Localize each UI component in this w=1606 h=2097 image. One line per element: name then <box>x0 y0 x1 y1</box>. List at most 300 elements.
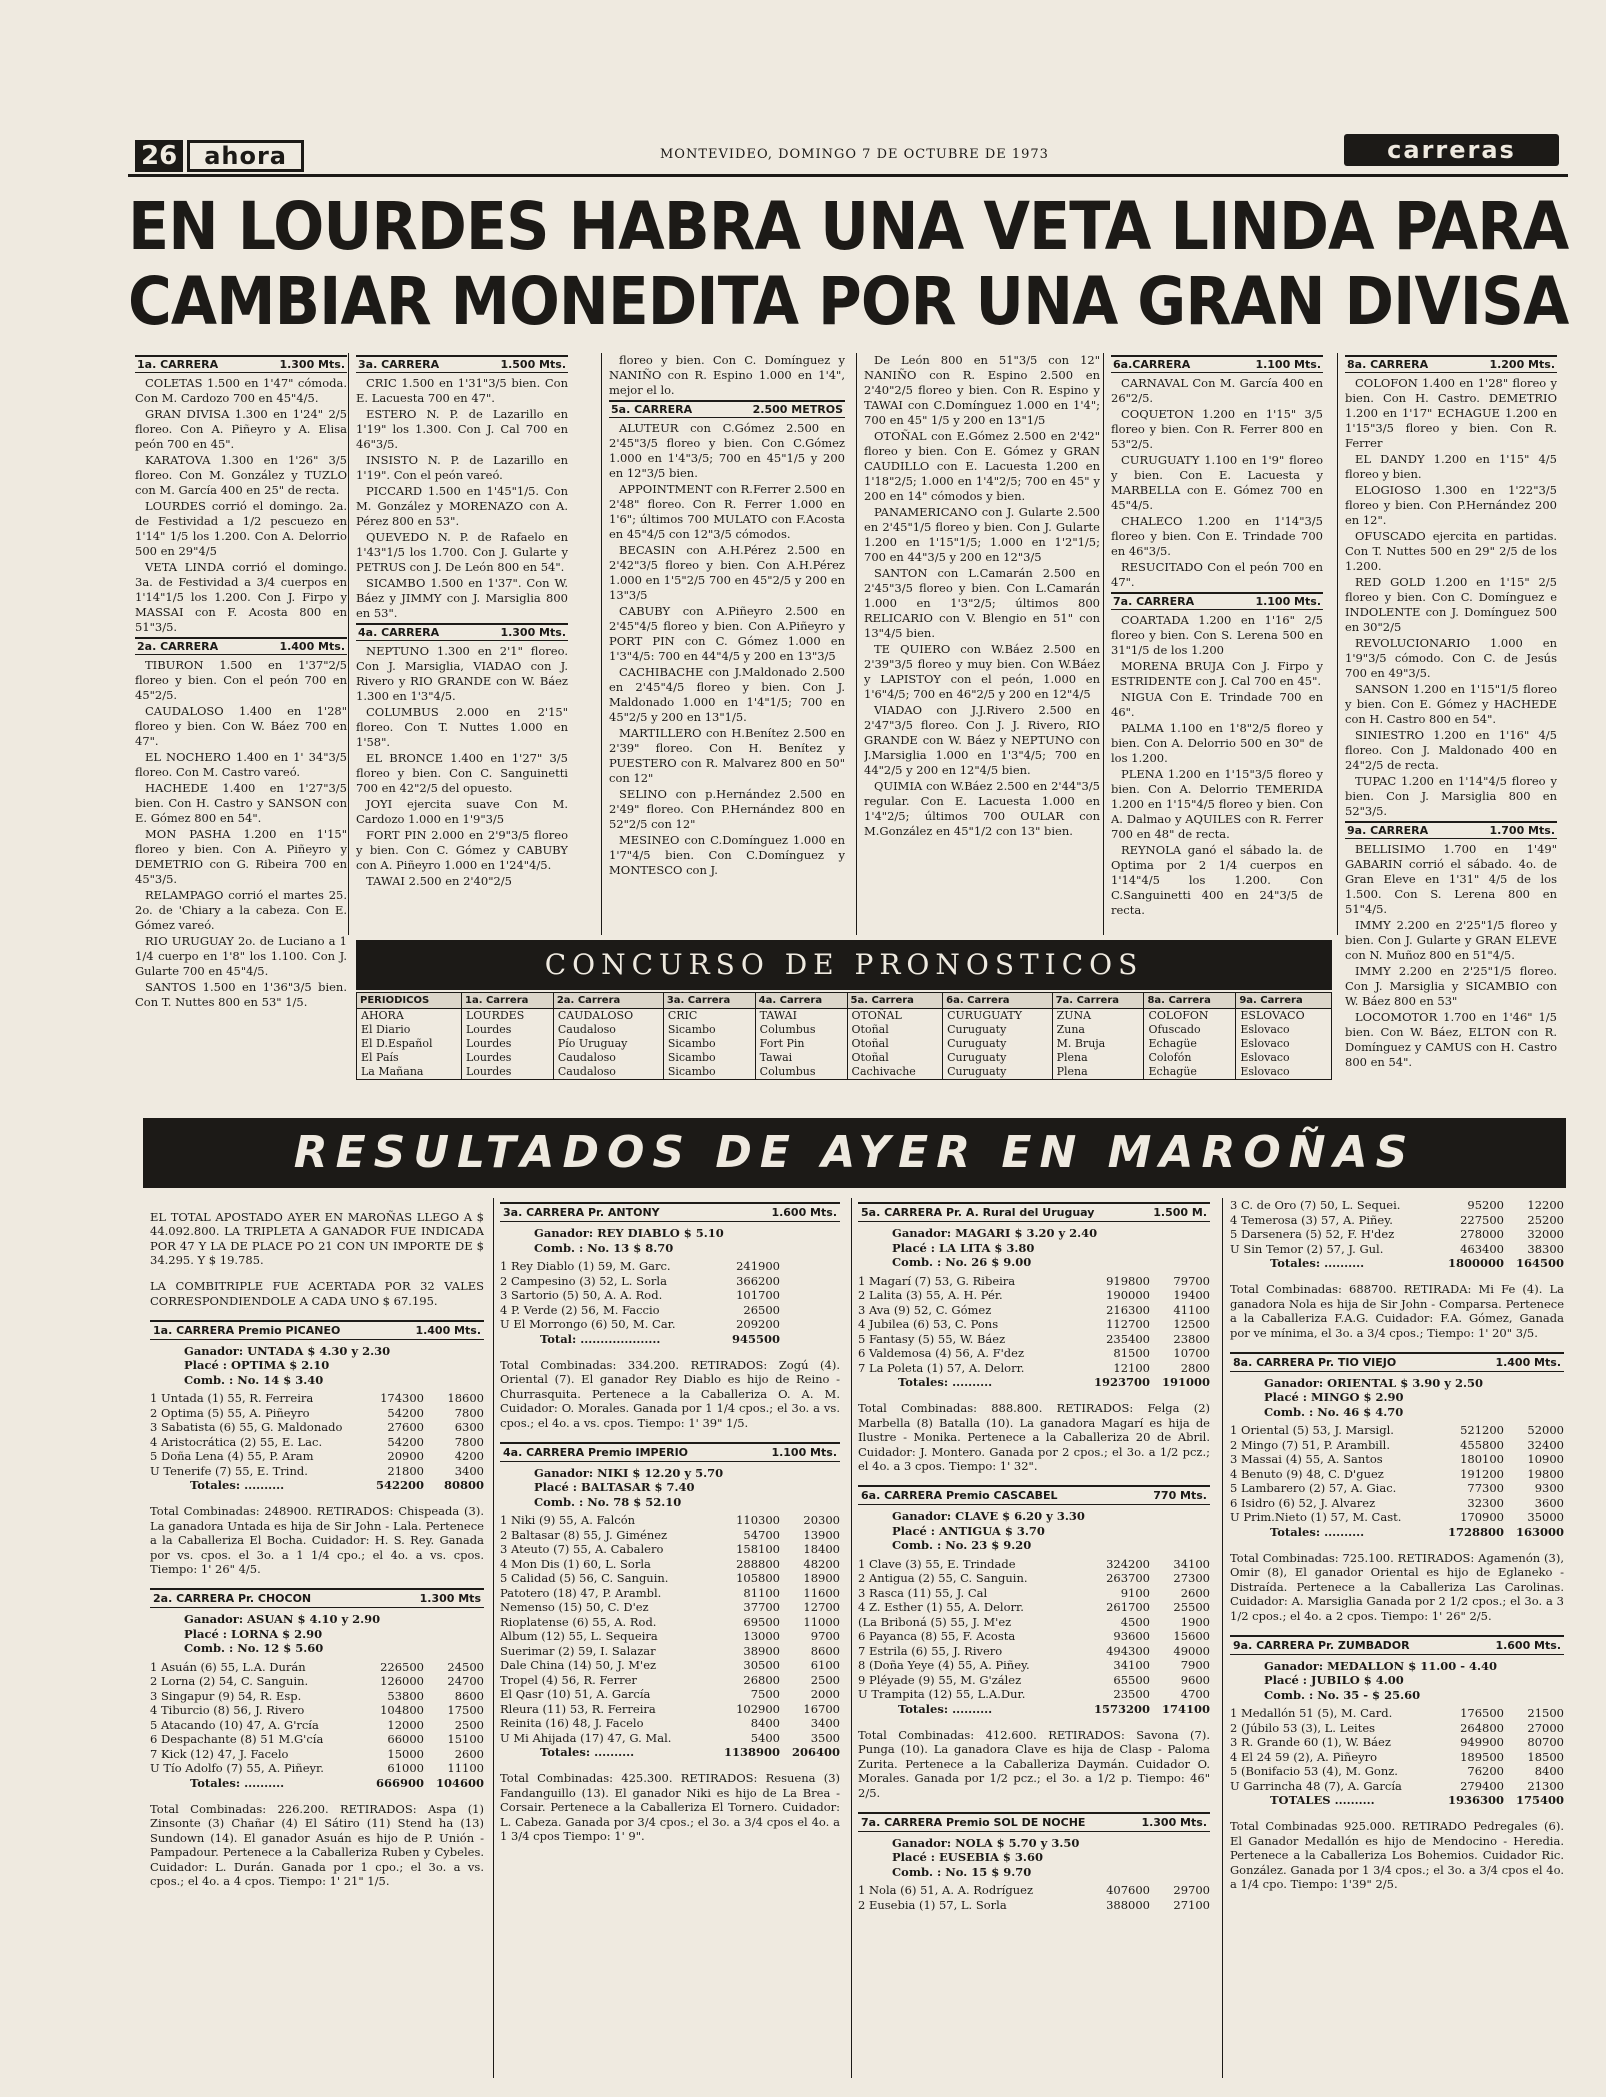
finisher-row <box>858 1629 1210 1644</box>
totals-row <box>500 1332 840 1347</box>
bet-amount-win: 110300 <box>736 1513 780 1527</box>
result-race-distance: 1.100 Mts. <box>771 1445 837 1459</box>
race-heading <box>1111 592 1323 610</box>
result-race-heading <box>150 1588 484 1608</box>
bet-amount-win: 366200 <box>736 1273 780 1288</box>
bet-amount-win: 54200 <box>387 1405 424 1420</box>
finisher-name: 3 Massai (4) 55, A. Santos <box>1230 1452 1383 1466</box>
finisher-row <box>1230 1452 1564 1467</box>
workout-entry: MORENA BRUJA Con J. Firpo y ESTRIDENTE con J. Cal 700 en 45". <box>1111 659 1323 688</box>
bet-amount-win: 126000 <box>380 1674 424 1688</box>
workout-entry: ESTERO N. P. de Lazarillo en 1'19" los 1.300. Con J. Cal 700 en 46"3/5. <box>356 407 568 451</box>
bet-amount-place <box>780 1303 840 1318</box>
workout-entry: BECASIN con A.H.Pérez 2.500 en 2'42"3/5 floreo y bien. Con A.H.Pérez 1.000 en 1'5"2/5 700 en 45"2/5 y 200 en 13"3/5 <box>609 543 845 602</box>
workout-entry: CHALECO 1.200 en 1'14"3/5 floreo y bien. Con E. Trindade 700 en 46"3/5. <box>1111 514 1323 558</box>
race-distance: 1.400 Mts. <box>279 640 345 653</box>
workout-entry: BELLISIMO 1.700 en 1'49" GABARIN corrió el sábado. 4o. de Gran Eleve en 1'31" 4/5 de los 1.500. Con S. Lerena 800 en 51"4/5. <box>1345 842 1557 916</box>
finisher-name: 3 R. Grande 60 (1), W. Báez <box>1230 1735 1391 1749</box>
bet-amount-win: 26500 <box>743 1302 780 1317</box>
finisher-name: 1 Untada (1) 55, R. Ferreira <box>150 1391 314 1405</box>
bet-amount-win: 37700 <box>743 1600 780 1614</box>
result-note: Total Combinadas: 334.200. RETIRADOS: Zogú (4). Oriental (7). El ganador Rey Diablo es hijo de Reino - Churrasquita. Pertenece a la Caballeriza O. A. M. Cuidador: O. Morales. Ganada por 1 1/4 cpos.; el 3o. a vs. cpos.; el 4o. a vs. cpos. Tiempo: 1' 39" 1/5. <box>500 1357 840 1430</box>
bet-amount-win: 1728800 <box>1447 1524 1504 1539</box>
finisher-row <box>500 1528 840 1543</box>
concurso-cell: Plena <box>1052 1065 1144 1080</box>
bet-amount-win: 15000 <box>387 1746 424 1761</box>
finisher-row <box>858 1673 1210 1688</box>
bet-amount-place: 3400 <box>810 1716 840 1730</box>
finisher-row <box>858 1317 1210 1332</box>
concurso-header-cell: 3a. Carrera <box>663 993 755 1009</box>
bet-amount-win: 264800 <box>1460 1720 1504 1735</box>
workout-entry: COQUETON 1.200 en 1'15" 3/5 floreo y bien. Con R. Ferrer 800 en 53"2/5. <box>1111 407 1323 451</box>
finisher-name: 3 Ava (9) 52, C. Gómez <box>858 1302 992 1317</box>
workout-entry: FORT PIN 2.000 en 2'9"3/5 floreo y bien. Con C. Gómez y CABUBY con A. Piñeyro 1.000 en 1'24"4/5. <box>356 828 568 872</box>
workout-entry: VETA LINDA corrió el domingo. 3a. de Festividad a 3/4 cuerpos en 1'14"1/5 los 1.200. Con J. Firpo y MASSAI con F. Acosta 800 en 51"3/5. <box>135 560 347 634</box>
bet-amount-win: 241900 <box>736 1259 780 1273</box>
bet-amount-place: 18500 <box>1527 1749 1564 1764</box>
totals-row <box>500 1745 840 1760</box>
workout-entry: TAWAI 2.500 en 2'40"2/5 <box>366 874 512 888</box>
finisher-name: 4 Aristocrática (2) 55, E. Lac. <box>150 1434 323 1449</box>
finisher-name: 1 Magarí (7) 53, G. Ribeira <box>858 1273 1016 1288</box>
finisher-name: 2 Eusebia (1) 57, L. Sorla <box>858 1897 1007 1912</box>
result-race-name: 8a. CARRERA Pr. TIO VIEJO <box>1233 1355 1397 1369</box>
bet-amount-place: 164500 <box>1515 1256 1564 1270</box>
finisher-name: 1 Rey Diablo (1) 59, M. Garc. <box>500 1259 671 1273</box>
concurso-cell: Lourdes <box>461 1037 553 1051</box>
bet-amount-win: 12100 <box>1113 1360 1150 1375</box>
bet-amount-win: 93600 <box>1113 1629 1150 1643</box>
finisher-name: Dale China (14) 50, J. M'ez <box>500 1658 657 1672</box>
finisher-row <box>150 1674 484 1689</box>
bet-amount-place: 20300 <box>803 1513 840 1527</box>
concurso-header-cell: 1a. Carrera <box>461 993 553 1009</box>
workout-entry: RIO URUGUAY 2o. de Luciano a 1 1/4 cuerpo en 1'8" los 1.100. Con J. Gularte 700 en 45"4/5. <box>135 934 347 978</box>
concurso-cell: Colofón <box>1144 1051 1236 1065</box>
finisher-name: Total: .................... <box>540 1331 661 1346</box>
finisher-name: Tropel (4) 56, R. Ferrer <box>500 1672 637 1687</box>
bet-amount-win: 227500 <box>1460 1212 1504 1227</box>
bet-amount-place: 29700 <box>1173 1883 1210 1897</box>
payout-line: Comb. : No. 13 $ 8.70 <box>534 1240 674 1255</box>
finisher-name: Album (12) 55, L. Sequeira <box>500 1629 658 1643</box>
bet-amount-win: 77300 <box>1467 1481 1504 1495</box>
concurso-header-cell: 5a. Carrera <box>847 993 943 1009</box>
result-race-name: 5a. CARRERA Pr. A. Rural del Uruguay <box>861 1206 1095 1219</box>
result-note: Total Combinadas: 248900. RETIRADOS: Chispeada (3). La ganadora Untada es hija de Sir John - Lala. Pertenece a la Caballeriza El Bocha. Cuidador: H. S. Rey. Ganada por vs. cpos. el 3o. a 1 1/4 cpo.; el 4o. a vs. cpos. Tiempo: 1' 26" 4/5. <box>150 1504 484 1576</box>
bet-amount-place: 25200 <box>1527 1212 1564 1227</box>
concurso-cell: Cachivache <box>847 1065 943 1080</box>
finisher-name: Totales: .......... <box>190 1478 285 1492</box>
bet-amount-win: 30500 <box>743 1658 780 1672</box>
finisher-row <box>858 1644 1210 1659</box>
bet-amount-place: 27300 <box>1173 1571 1210 1585</box>
bet-amount-place: 10900 <box>1527 1452 1564 1466</box>
bet-amount-win: 190000 <box>1106 1288 1150 1302</box>
finisher-row <box>1230 1467 1564 1482</box>
finisher-row <box>500 1542 840 1557</box>
bet-amount-place: 32000 <box>1527 1227 1564 1241</box>
concurso-cell: Columbus <box>755 1023 847 1037</box>
concurso-header-cell: 7a. Carrera <box>1052 993 1144 1009</box>
workout-entry: GRAN DIVISA 1.300 en 1'24" 2/5 floreo. Con A. Piñeyro y A. Elisa peón 700 en 45". <box>135 407 347 451</box>
bet-amount-place: 12700 <box>803 1600 840 1614</box>
bet-amount-win: 263700 <box>1106 1571 1150 1585</box>
bet-amount-win: 216300 <box>1106 1302 1150 1317</box>
bet-amount-place: 11600 <box>803 1585 840 1600</box>
concurso-cell: Echagüe <box>1144 1037 1236 1051</box>
column-divider <box>348 353 349 935</box>
finisher-row <box>150 1660 484 1675</box>
results-column <box>500 1198 840 2078</box>
concurso-header-cell: 2a. Carrera <box>553 993 663 1009</box>
result-race-name: 1a. CARRERA Premio PICANEO <box>153 1323 341 1337</box>
bet-amount-place: 2500 <box>810 1672 840 1687</box>
finisher-name: El Qasr (10) 51, A. García <box>500 1687 651 1701</box>
finisher-name: 5 (Bonifacio 53 (4), M. Gonz. <box>1230 1764 1398 1778</box>
workout-entry: CURUGUATY 1.100 en 1'9" floreo y bien. Con E. Lacuesta y MARBELLA con E. Gómez 700 en 45"4/5. <box>1111 453 1323 512</box>
workout-entry: TIBURON 1.500 en 1'37"2/5 floreo y bien. Con el peón 700 en 45"2/5. <box>135 658 347 702</box>
bet-amount-place: 1900 <box>1180 1614 1210 1629</box>
finisher-row <box>500 1317 840 1332</box>
finisher-name: Nemenso (15) 50, C. D'ez <box>500 1600 649 1614</box>
bet-amount-place: 11100 <box>447 1761 484 1775</box>
finisher-name: 1 Niki (9) 55, A. Falcón <box>500 1513 636 1527</box>
race-heading <box>356 623 568 641</box>
bet-amount-win: 407600 <box>1106 1883 1150 1897</box>
race-number: 7a. CARRERA <box>1113 595 1195 608</box>
payout-line: Placé : BALTASAR $ 7.40 <box>534 1480 695 1494</box>
workout-entry: REYNOLA ganó el sábado la. de Optima por 2 1/4 cuerpos en 1'14"4/5 los 1.200. Con C.Sanguinetti 400 en 24"3/5 de recta. <box>1111 843 1323 917</box>
bet-amount-win: 666900 <box>375 1775 424 1790</box>
finisher-row <box>500 1629 840 1644</box>
concurso-cell: OTOÑAL <box>847 1009 943 1024</box>
finisher-row <box>1230 1764 1564 1779</box>
result-race-distance: 1.600 Mts. <box>771 1206 837 1219</box>
race-heading <box>1111 355 1323 373</box>
bet-amount-win: 288800 <box>736 1556 780 1571</box>
result-race-heading <box>150 1320 484 1340</box>
finisher-name: 4 Benuto (9) 48, C. D'guez <box>1230 1466 1384 1481</box>
bet-amount-place: 163000 <box>1515 1524 1564 1539</box>
concurso-cell: Otoñal <box>847 1037 943 1051</box>
bet-amount-win: 12000 <box>387 1717 424 1732</box>
payout-line: Placé : EUSEBIA $ 3.60 <box>892 1850 1043 1864</box>
bet-amount-win: 261700 <box>1106 1600 1150 1614</box>
result-race-name: 4a. CARRERA Premio IMPERIO <box>503 1445 689 1459</box>
concurso-cell: Curuguaty <box>943 1037 1052 1051</box>
bet-amount-place: 11000 <box>803 1614 840 1629</box>
forecast-column <box>135 353 347 1113</box>
concurso-header-cell: 8a. Carrera <box>1144 993 1236 1009</box>
finisher-name: U El Morrongo (6) 50, M. Car. <box>500 1317 676 1331</box>
bet-amount-place: 23800 <box>1173 1331 1210 1346</box>
workout-entry: EL NOCHERO 1.400 en 1' 34"3/5 floreo. Con M. Castro vareó. <box>135 750 347 779</box>
finisher-row <box>1230 1481 1564 1496</box>
finisher-name: Totales: .......... <box>1270 1524 1365 1539</box>
workout-entry: TE QUIERO con W.Báez 2.500 en 2'39"3/5 floreo y muy bien. Con W.Báez y LAPISTOY con el peón, 1.000 en 1'6"4/5; 700 en 46"2/5 y 200 en 12"4/5 <box>864 642 1100 701</box>
workout-entry: OTOÑAL con E.Gómez 2.500 en 2'42" floreo y bien. Con E. Gómez y GRAN CAUDILLO con E. Lacuesta 1.200 en 1'18"2/5; 1.000 en 1'4"2/5; 700 en 45" y 200 en 14" cómodos y bien. <box>864 429 1100 503</box>
workout-entry: EL DANDY 1.200 en 1'15" 4/5 floreo y bien. <box>1345 452 1557 481</box>
finisher-name: 2 Lalita (3) 55, A. H. Pér. <box>858 1288 1003 1302</box>
result-note: Total Combinadas: 888.800. RETIRADOS: Felga (2) Marbella (8) Batalla (10). La ganadora Magarí es hija de Ilustre - Monika. Pertenece a la Caballeriza 20 de Abril. Cuidador: J. Montero. Ganada por 2 cpos.; el 3o. a 1/2 pcz.; el 4o. a 3 cpos. Tiempo: 1' 32". <box>858 1401 1210 1473</box>
race-distance: 2.500 METROS <box>752 403 843 416</box>
bet-amount-place: 8600 <box>454 1688 484 1703</box>
concurso-cell: El Diario <box>357 1023 462 1037</box>
race-heading <box>1345 355 1557 373</box>
concurso-cell: Zuna <box>1052 1023 1144 1037</box>
finisher-row <box>150 1406 484 1421</box>
finisher-name: 3 Singapur (9) 54, R. Esp. <box>150 1688 302 1703</box>
race-distance: 1.100 Mts. <box>1255 595 1321 608</box>
bet-amount-place: 6300 <box>454 1420 484 1434</box>
bet-amount-place: 79700 <box>1173 1273 1210 1288</box>
finisher-name: (La Briboná (5) 55, J. M'ez <box>858 1614 1012 1629</box>
bet-amount-win: 494300 <box>1106 1643 1150 1658</box>
finisher-name: 4 Tiburcio (8) 56, J. Rivero <box>150 1703 305 1717</box>
finisher-row <box>500 1716 840 1731</box>
finisher-name: U Garrincha 48 (7), A. García <box>1230 1778 1402 1793</box>
result-race-distance: 1.500 M. <box>1153 1206 1207 1219</box>
finisher-row <box>150 1689 484 1704</box>
finisher-name: Patotero (18) 47, P. Arambl. <box>500 1585 662 1600</box>
result-race-name: 7a. CARRERA Premio SOL DE NOCHE <box>861 1815 1086 1829</box>
workout-entry: OFUSCADO ejercita en partidas. Con T. Nuttes 500 en 29" 2/5 de los 1.200. <box>1345 529 1557 573</box>
bet-amount-place: 80700 <box>1527 1735 1564 1749</box>
bet-amount-win: 23500 <box>1113 1687 1150 1701</box>
finisher-name: U Tenerife (7) 55, E. Trind. <box>150 1463 308 1478</box>
concurso-cell: ESLOVACO <box>1236 1009 1332 1024</box>
concurso-cell: Otoñal <box>847 1051 943 1065</box>
race-number: 8a. CARRERA <box>1347 358 1429 371</box>
column-divider <box>1103 353 1104 935</box>
bet-amount-place: 21500 <box>1527 1706 1564 1720</box>
bet-amount-win: 54200 <box>387 1434 424 1449</box>
bet-amount-win: 158100 <box>736 1542 780 1556</box>
finisher-name: Totales: .......... <box>190 1775 285 1790</box>
bet-amount-win: 105800 <box>736 1571 780 1585</box>
concurso-cell: Sicambo <box>663 1065 755 1080</box>
finisher-name: 2 Campesino (3) 52, L. Sorla <box>500 1273 667 1288</box>
bet-amount-place: 8400 <box>1534 1764 1564 1778</box>
race-number: 3a. CARRERA <box>358 358 440 371</box>
payout-line: Placé : LORNA $ 2.90 <box>184 1626 323 1641</box>
race-distance: 1.500 Mts. <box>500 358 566 371</box>
concurso-cell: Columbus <box>755 1065 847 1080</box>
finisher-row <box>858 1883 1210 1898</box>
race-number: 1a. CARRERA <box>137 358 219 371</box>
bet-amount-place: 32400 <box>1527 1437 1564 1452</box>
bet-amount-place: 19800 <box>1527 1466 1564 1481</box>
race-distance: 1.300 Mts. <box>279 358 345 371</box>
finisher-row <box>858 1557 1210 1572</box>
result-race-distance: 1.600 Mts. <box>1495 1638 1561 1652</box>
concurso-header-cell: 6a. Carrera <box>943 993 1052 1009</box>
result-race-heading <box>858 1202 1210 1222</box>
finisher-row <box>858 1658 1210 1673</box>
workout-entry: MARTILLERO con H.Benítez 2.500 en 2'39" floreo. Con H. Benítez y PUESTERO con R. Malvarez 800 en 50" con 12" <box>609 726 845 785</box>
bet-amount-win: 521200 <box>1460 1423 1504 1437</box>
bet-amount-place: 48200 <box>803 1556 840 1571</box>
workout-entry: LOCOMOTOR 1.700 en 1'46" 1/5 bien. Con W. Báez, ELTON con R. Domínguez y CAMUS con H. Castro 800 en 54". <box>1345 1010 1557 1069</box>
result-race-heading <box>1230 1635 1564 1655</box>
bet-amount-place: 25500 <box>1173 1600 1210 1614</box>
finisher-name: Totales: .......... <box>898 1375 993 1389</box>
bet-amount-place: 9600 <box>1180 1672 1210 1687</box>
workout-entry: MON PASHA 1.200 en 1'15" floreo y bien. Con A. Piñeyro y DEMETRIO con G. Ribeira 700 en 45"3/5. <box>135 827 347 886</box>
finisher-name: Rioplatense (6) 55, A. Rod. <box>500 1614 657 1629</box>
concurso-cell: CURUGUATY <box>943 1009 1052 1024</box>
workout-entry: REVOLUCIONARIO 1.000 en 1'9"3/5 cómodo. Con C. de Jesús 700 en 49"3/5. <box>1345 636 1557 680</box>
concurso-cell: ZUNA <box>1052 1009 1144 1024</box>
bet-amount-place: 13900 <box>803 1527 840 1542</box>
finisher-row <box>150 1703 484 1718</box>
result-note: Total Combinadas: 226.200. RETIRADOS: Aspa (1) Zinsonte (3) Chañar (4) El Sátiro (11) Stend ha (13) Sundown (14). El ganador Asuán es hijo de P. Unión - Pampadour. Pertenece a la Caballeriza Ruben y Cybeles. Cuidador: L. Durán. Ganada por 1 cpo.; el 3o. a vs. cpos.; el 4o. a 4 cpos. Tiempo: 1' 21" 1/5. <box>150 1801 484 1888</box>
finisher-name: Rleura (11) 53, R. Ferreira <box>500 1701 656 1716</box>
bet-amount-win: 54700 <box>743 1527 780 1542</box>
finisher-name: 1 Medallón 51 (5), M. Card. <box>1230 1706 1393 1720</box>
bet-amount-win: 104800 <box>380 1703 424 1717</box>
bet-amount-win: 21800 <box>387 1463 424 1478</box>
bet-amount-place: 2600 <box>454 1746 484 1761</box>
result-race-name: 3a. CARRERA Pr. ANTONY <box>503 1206 660 1219</box>
bet-amount-win: 4500 <box>1120 1614 1150 1629</box>
finisher-row <box>1230 1496 1564 1511</box>
workout-entry: PANAMERICANO con J. Gularte 2.500 en 2'45"1/5 floreo y bien. Con J. Gularte 1.200 en 1'15"1/5; 1.000 en 1'2"1/5; 700 en 44"3/5 y 200 en 12"3/5 <box>864 505 1100 564</box>
bet-amount-place: 206400 <box>791 1745 840 1759</box>
concurso-header-cell: 9a. Carrera <box>1236 993 1332 1009</box>
workout-entry: SANSON 1.200 en 1'15"1/5 floreo y bien. Con E. Gómez y HACHEDE con H. Castro 800 en 54". <box>1345 682 1557 726</box>
finisher-name: 2 Mingo (7) 51, P. Arambill. <box>1230 1437 1390 1452</box>
finisher-row <box>1230 1721 1564 1736</box>
results-divider <box>1222 1198 1223 2078</box>
finisher-row <box>150 1420 484 1435</box>
finisher-row <box>858 1898 1210 1913</box>
finisher-row <box>858 1600 1210 1615</box>
concurso-cell: Sicambo <box>663 1051 755 1065</box>
workout-entry: COLETAS 1.500 en 1'47" cómoda. Con M. Cardozo 700 en 45"4/5. <box>135 376 347 405</box>
finisher-name: 5 Darsenera (5) 52, F. H'dez <box>1230 1227 1395 1241</box>
bet-amount-place: 10700 <box>1173 1346 1210 1360</box>
race-distance: 1.200 Mts. <box>1489 358 1555 371</box>
race-heading <box>135 355 347 373</box>
bet-amount-place: 8600 <box>810 1643 840 1658</box>
bet-amount-win: 1138900 <box>723 1745 780 1759</box>
concurso-row <box>357 1023 1332 1037</box>
bet-amount-place: 41100 <box>1173 1302 1210 1317</box>
forecast-column <box>1111 353 1323 935</box>
workout-entry: PALMA 1.100 en 1'8"2/5 floreo y bien. Con A. Delorrio 500 en 30" de los 1.200. <box>1111 721 1323 765</box>
workout-entry: De León 800 en 51"3/5 con 12" NANIÑO con R. Espino 2.500 en 2'40"2/5 floreo y bien. Con R. Espino y TAWAI con C.Domínguez 1.000 en 1'4"; 700 en 45" 1/5 y 200 en 13"1/5 <box>864 353 1100 427</box>
finisher-row <box>858 1303 1210 1318</box>
finisher-row <box>150 1435 484 1450</box>
bet-amount-win: 34100 <box>1113 1658 1150 1672</box>
finisher-name: 4 P. Verde (2) 56, M. Faccio <box>500 1302 660 1317</box>
result-note: Total Combinadas: 688700. RETIRADA: Mi Fe (4). La ganadora Nola es hija de Sir John - Comparsa. Pertenece a la Caballeriza F.A.G. Cuidador: F.A. Gómez, Ganada por ve mínima, el 3o. a 3/4 cpos.; Tiempo: 1' 20" 3/5. <box>1230 1282 1564 1340</box>
payout-line: Ganador: MAGARI $ 3.20 y 2.40 <box>892 1226 1098 1240</box>
bet-amount-win: 8400 <box>750 1716 780 1730</box>
finisher-name: 2 Baltasar (8) 55, J. Giménez <box>500 1527 668 1542</box>
bet-amount-win: 209200 <box>736 1317 780 1331</box>
finisher-row <box>500 1644 840 1659</box>
bet-amount-place: 15600 <box>1173 1629 1210 1643</box>
workout-entry: COARTADA 1.200 en 1'16" 2/5 floreo y bien. Con S. Lerena 500 en 31"1/5 de los 1.200 <box>1111 613 1323 657</box>
workout-entry: LOURDES corrió el domingo. 2a. de Festividad a 1/2 pescuezo en 1'14" 1/5 los 1.200. Con A. Delorrio 500 en 29"4/5 <box>135 499 347 558</box>
headline-line-1: EN LOURDES HABRA UNA VETA LINDA PARA <box>128 188 1569 265</box>
bet-amount-place: 38300 <box>1527 1241 1564 1256</box>
bet-amount-place <box>780 1274 840 1289</box>
bet-amount-place: 3400 <box>454 1463 484 1478</box>
bet-amount-place <box>780 1259 840 1274</box>
bet-amount-win: 235400 <box>1106 1331 1150 1346</box>
concurso-title: CONCURSO DE PRONOSTICOS <box>356 940 1332 990</box>
concurso-header-cell: PERIODICOS <box>357 993 462 1009</box>
finisher-name: 6 Valdemosa (4) 56, A. F'dez <box>858 1346 1025 1360</box>
bet-amount-place: 4200 <box>454 1449 484 1463</box>
workout-entry: MESINEO con C.Domínguez 1.000 en 1'7"4/5 bien. Con C.Domínguez y MONTESCO con J. <box>609 833 845 877</box>
finisher-row <box>500 1259 840 1274</box>
bet-amount-place: 12500 <box>1173 1317 1210 1331</box>
column-divider <box>1337 353 1338 935</box>
finisher-name: 9 Pléyade (9) 55, M. G'zález <box>858 1672 1022 1687</box>
finisher-name: 7 Kick (12) 47, J. Facelo <box>150 1746 289 1761</box>
finisher-name: 7 La Poleta (1) 57, A. Delorr. <box>858 1360 1025 1375</box>
section-tag: carreras <box>1344 134 1559 166</box>
finisher-name: U Prim.Nieto (1) 57, M. Cast. <box>1230 1510 1402 1524</box>
bet-amount-win: 5400 <box>750 1730 780 1745</box>
finisher-name: 1 Clave (3) 55, E. Trindade <box>858 1556 1016 1571</box>
bet-amount-place: 175400 <box>1515 1793 1564 1807</box>
workout-entry: CRIC 1.500 en 1'31"3/5 bien. Con E. Lacuesta 700 en 47". <box>356 376 568 405</box>
workout-entry: CAUDALOSO 1.400 en 1'28" floreo y bien. Con W. Báez 700 en 47". <box>135 704 347 748</box>
workout-entry: IMMY 2.200 en 2'25"1/5 floreo. Con J. Marsiglia y SICAMBIO con W. Báez 800 en 53" <box>1345 964 1557 1008</box>
forecast-column <box>1345 353 1557 1113</box>
workout-entry: CARNAVAL Con M. García 400 en 26"2/5. <box>1111 376 1323 405</box>
bet-amount-place: 2800 <box>1180 1360 1210 1375</box>
bet-amount-place: 80800 <box>443 1478 484 1492</box>
finisher-row <box>500 1702 840 1717</box>
finisher-name: Totales: .......... <box>898 1701 993 1716</box>
race-heading <box>356 355 568 373</box>
bet-amount-win: 20900 <box>387 1449 424 1463</box>
concurso-table <box>356 992 1332 1080</box>
finisher-name: 8 (Doña Yeye (4) 55, A. Piñey. <box>858 1658 1030 1672</box>
payout-line: Placé : ANTIGUA $ 3.70 <box>892 1523 1045 1538</box>
bet-amount-place: 2600 <box>1180 1585 1210 1600</box>
bet-amount-place: 16700 <box>803 1701 840 1716</box>
finisher-name: U Trampita (12) 55, L.A.Dur. <box>858 1687 1026 1701</box>
bet-amount-win: 1800000 <box>1447 1256 1504 1270</box>
bet-amount-win: 81100 <box>743 1585 780 1600</box>
result-race-distance: 1.400 Mts. <box>1495 1355 1561 1369</box>
concurso-cell: AHORA <box>357 1009 462 1024</box>
concurso-cell: La Mañana <box>357 1065 462 1080</box>
finisher-row <box>1230 1242 1564 1257</box>
bet-amount-win: 455800 <box>1460 1437 1504 1452</box>
totals-row <box>150 1776 484 1791</box>
race-number: 9a. CARRERA <box>1347 824 1429 837</box>
forecast-column <box>864 353 1100 935</box>
forecast-column <box>609 353 845 935</box>
finisher-row <box>500 1586 840 1601</box>
race-number: 5a. CARRERA <box>611 403 693 416</box>
bet-amount-win: 95200 <box>1467 1198 1504 1212</box>
concurso-cell: Otoñal <box>847 1023 943 1037</box>
finisher-row <box>500 1571 840 1586</box>
result-race-distance: 1.300 Mts <box>419 1592 481 1605</box>
concurso-cell: El País <box>357 1051 462 1065</box>
